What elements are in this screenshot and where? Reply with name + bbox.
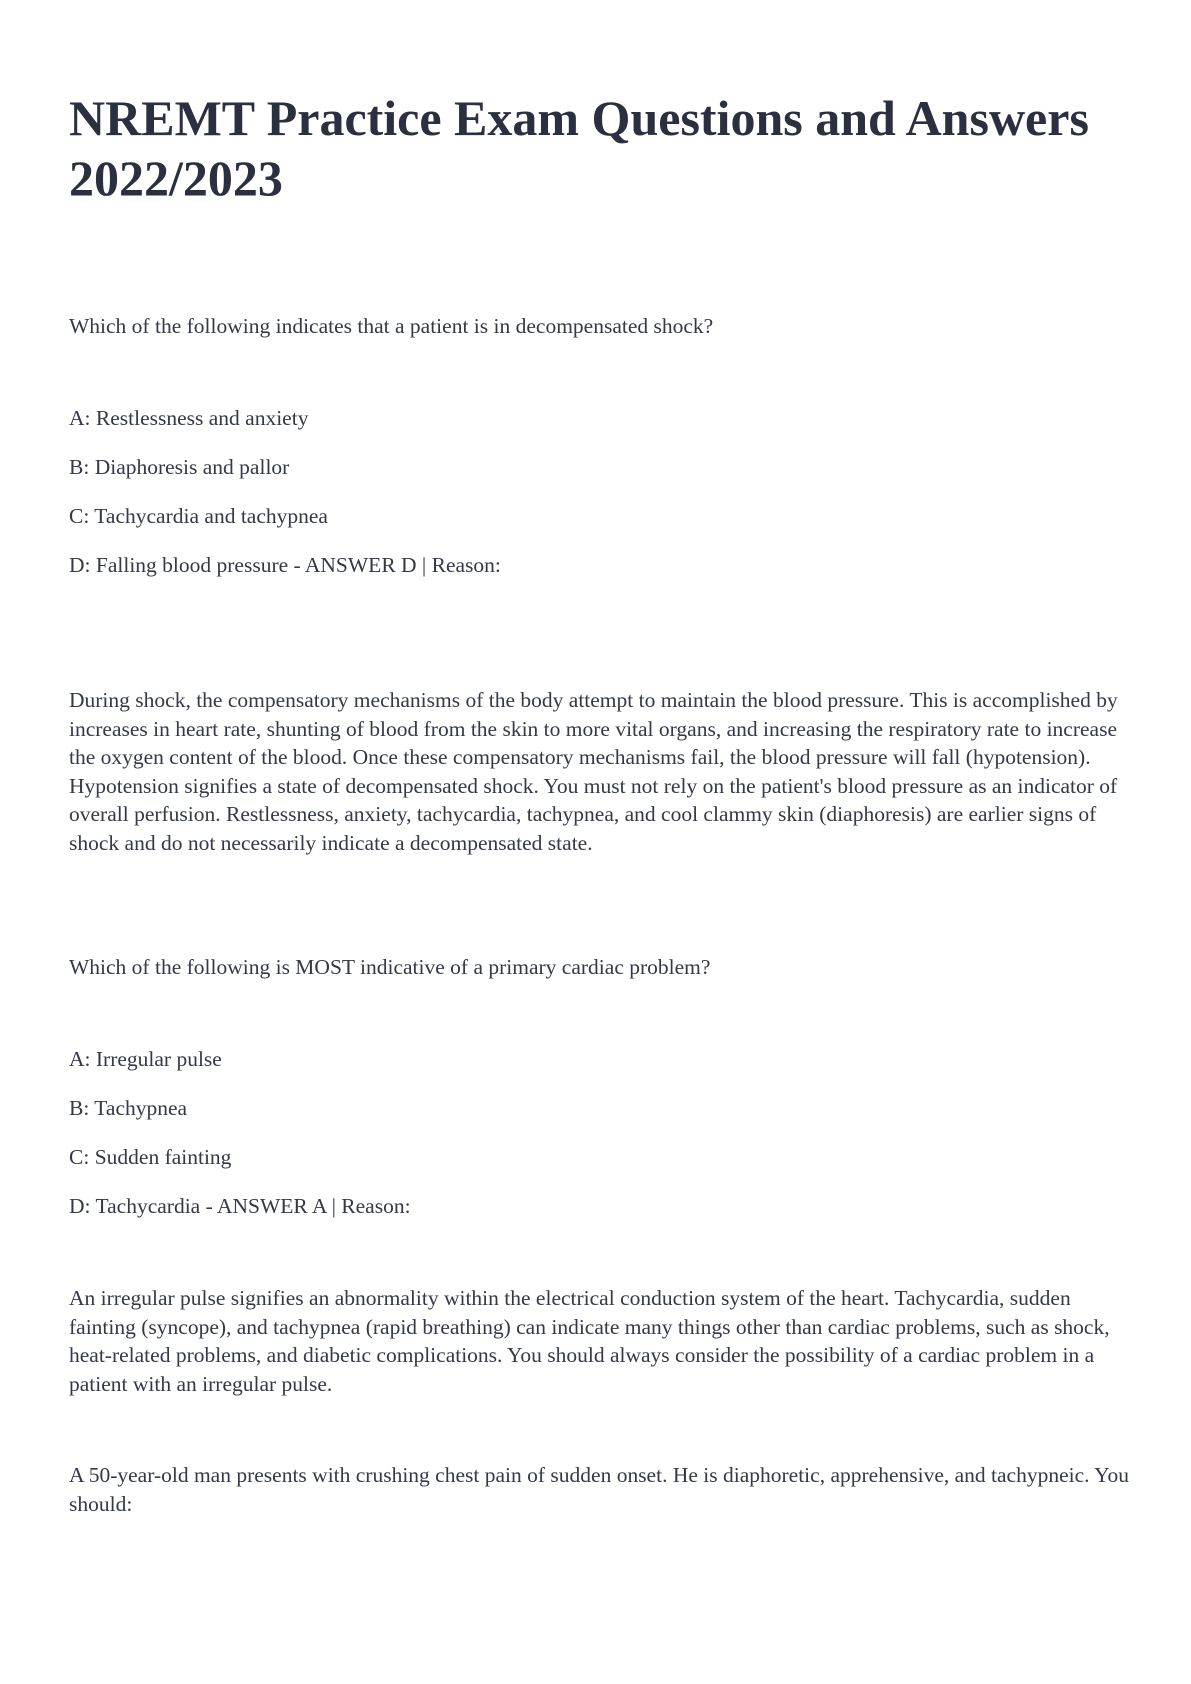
question-1-option-b: B: Diaphoresis and pallor	[69, 455, 290, 479]
question-1-option-c: C: Tachycardia and tachypnea	[69, 504, 328, 528]
question-1-option-a: A: Restlessness and anxiety	[69, 406, 309, 430]
question-2-options	[69, 1045, 1129, 1241]
question-1-text: Which of the following indicates that a patient is in decompensated shock?	[69, 314, 714, 338]
question-1-options	[69, 404, 1129, 600]
question-2-text: Which of the following is MOST indicative of a primary cardiac problem?	[69, 955, 711, 979]
question-1-option-d-answer: D: Falling blood pressure - ANSWER D | Reason:	[69, 553, 501, 577]
question-2-option-c: C: Sudden fainting	[69, 1145, 232, 1169]
document-title: NREMT Practice Exam Questions and Answers 2022/2023	[69, 90, 1089, 206]
question-2-reason: An irregular pulse signifies an abnormality within the electrical conduction system of the heart. Tachycardia, sudden fainting (syncope), and tachypnea (rapid breathing) can indicate many things other than cardiac problems, such as shock, heat-related problems, and diabetic complications. You should always consider the possibility of a cardiac problem in a patient with an irregular pulse.	[69, 1286, 1110, 1396]
question-3-text: A 50-year-old man presents with crushing chest pain of sudden onset. He is diaphoretic, apprehensive, and tachypneic. You should:	[69, 1463, 1129, 1516]
question-2-option-d-answer: D: Tachycardia - ANSWER A | Reason:	[69, 1194, 411, 1218]
question-1-reason: During shock, the compensatory mechanisms of the body attempt to maintain the blood pressure. This is accomplished by increases in heart rate, shunting of blood from the skin to more vital organs, and increasing the respiratory rate to increase the oxygen content of the blood. Once these compensatory mechanisms fail, the blood pressure will fall (hypotension). Hypotension signifies a state of decompensated shock. You must not rely on the patient's blood pressure as an indicator of overall perfusion. Restlessness, anxiety, tachycardia, tachypnea, and cool clammy skin (diaphoresis) are earlier signs of shock and do not necessarily indicate a decompensated state.	[69, 688, 1118, 855]
question-2-option-b: B: Tachypnea	[69, 1096, 188, 1120]
question-2-option-a: A: Irregular pulse	[69, 1047, 222, 1071]
